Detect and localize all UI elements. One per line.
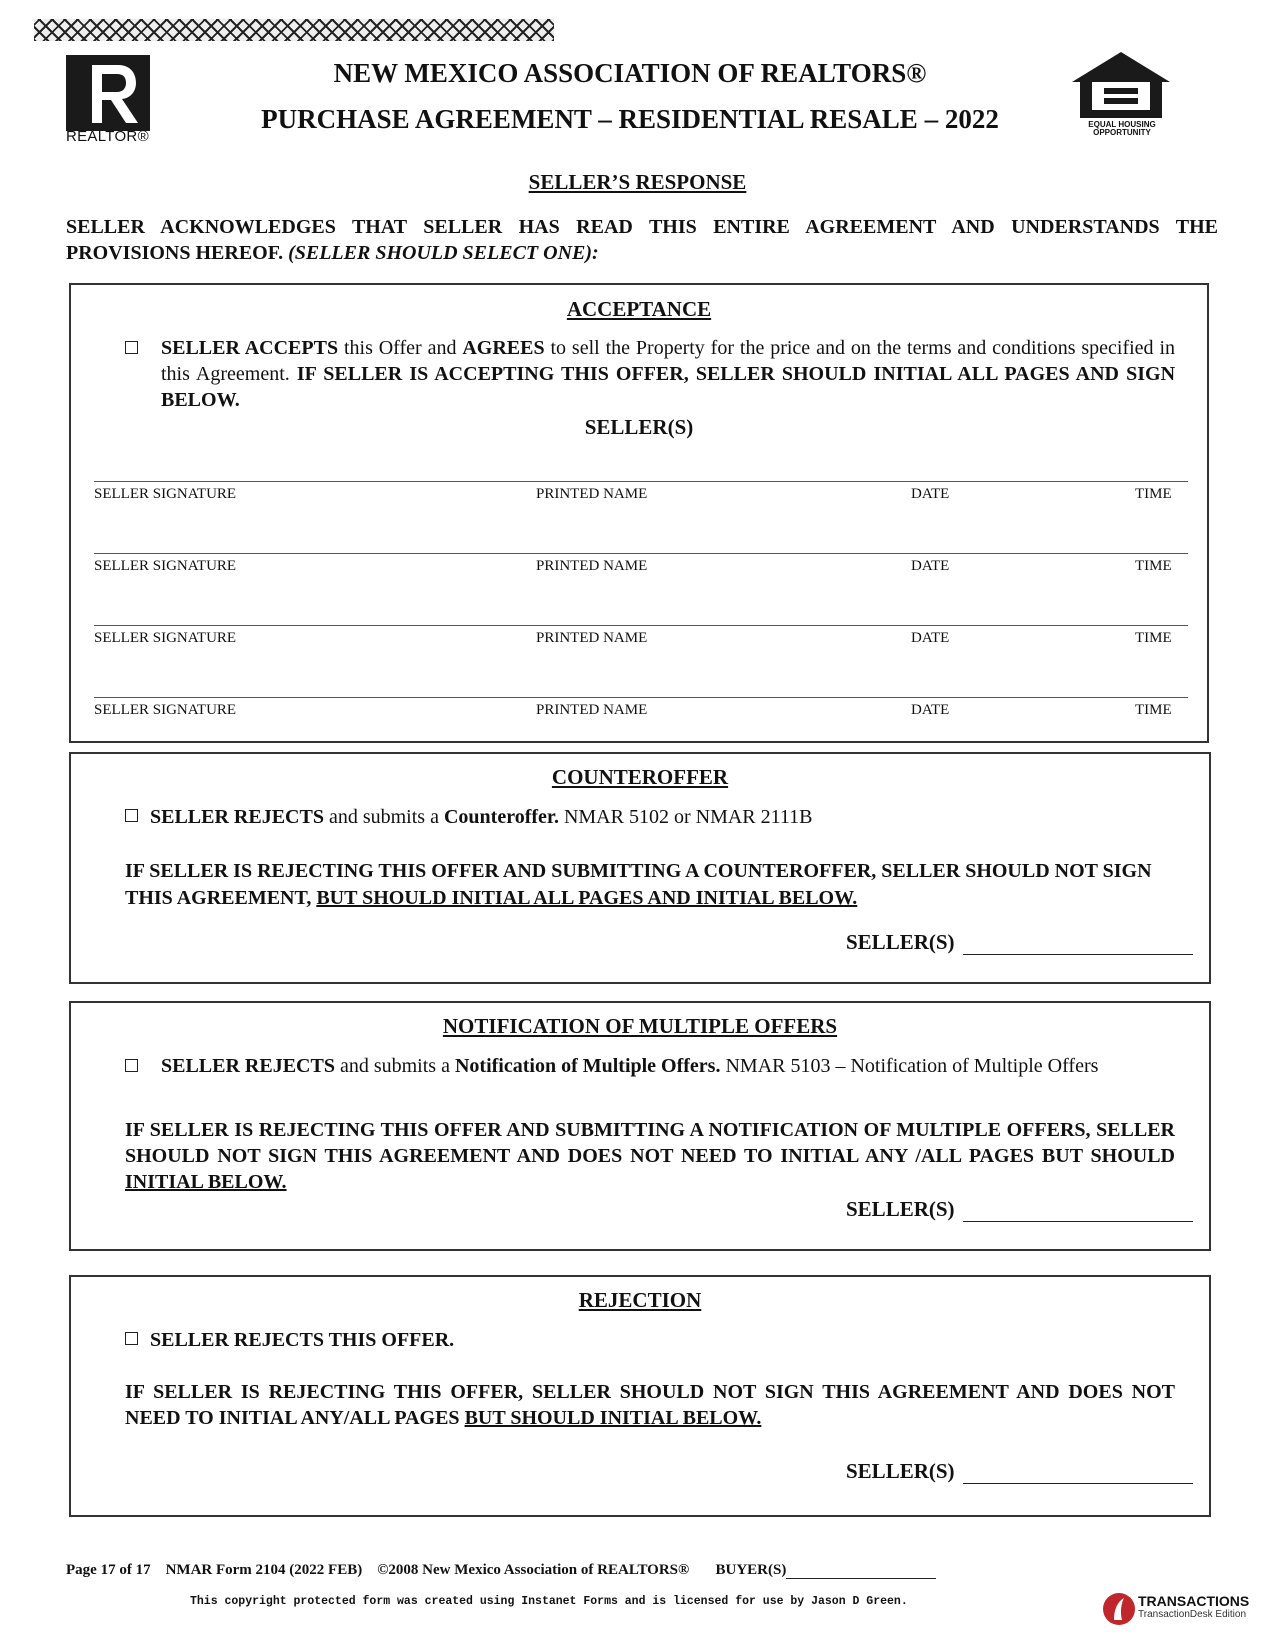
counteroffer-section [69,752,1211,984]
counteroffer-heading: COUNTEROFFER [551,765,729,789]
counter-text2: NMAR 5102 or NMAR 2111B [558,806,813,828]
multiple-offers-heading: NOTIFICATION OF MULTIPLE OFFERS [442,1014,838,1038]
mo-instruction: IF SELLER IS REJECTING THIS OFFER AND SUBMITTING A NOTIFICATION OF MULTIPLE OFFERS, SELLER SHOULD NOT SIGN THIS AGREEMENT AND DOES NOT NEED TO INITIAL ANY /ALL PAGES BUT SHOULD [125,1119,1175,1167]
ack-period: . [278,242,289,264]
multiple-offers-instruction [125,1117,1175,1195]
counter-instruction-underlined: BUT SHOULD INITIAL ALL PAGES AND INITIAL BELOW. [316,887,858,909]
seller-signature-label: SELLER SIGNATURE [94,486,237,502]
counteroffer-bold: Counteroffer. [443,806,559,828]
printed-name-label: PRINTED NAME [536,486,648,502]
counteroffer-checkbox[interactable] [125,809,138,822]
counteroffer-instruction [125,858,1175,912]
page-number: Page 17 of 17 [66,1562,151,1578]
agrees-bold: AGREES [462,337,545,359]
time-label: TIME [1135,486,1172,502]
printed-name-label: PRINTED NAME [536,630,648,646]
transactions-logo-icon [1102,1592,1136,1626]
sellers-label: SELLER(S) [846,1459,955,1483]
transactions-brand: TRANSACTIONS [1138,1593,1250,1609]
signature-line-3[interactable] [94,625,1188,626]
transactions-brand-sub: TransactionDesk Edition [1138,1609,1247,1620]
seller-signature-label: SELLER SIGNATURE [94,630,237,646]
form-title-line1: NEW MEXICO ASSOCIATION OF REALTORS® [333,58,927,88]
multiple-offers-section [69,1001,1211,1251]
realtor-logo-icon [66,55,150,131]
rej-instruction-underlined: BUT SHOULD INITIAL BELOW. [464,1407,762,1429]
date-label: DATE [911,486,950,502]
counter-instruction: IF SELLER IS REJECTING THIS OFFER AND SUBMITTING A COUNTEROFFER, SELLER SHOULD NOT SIGN THIS AGREEMENT, [125,860,1152,909]
form-id: NMAR Form 2104 (2022 FEB) [165,1562,363,1578]
notification-bold: Notification of Multiple Offers. [454,1055,721,1077]
buyers-initial-line[interactable] [786,1564,936,1579]
acceptance-text [125,335,1175,413]
rejection-sellers-initial [846,1459,1193,1484]
seller-signature-label: SELLER SIGNATURE [94,702,237,718]
signature-line-2[interactable] [94,553,1188,554]
multiple-offers-text [125,1053,1175,1079]
mo-instruction-underlined: INITIAL BELOW. [125,1171,287,1193]
sellers-initial-line[interactable] [963,1465,1193,1484]
realtor-logo-text: REALTOR® [66,128,149,145]
sellers-initial-line[interactable] [963,936,1193,955]
accept-instruction: IF SELLER IS ACCEPTING THIS OFFER, SELLER SHOULD INITIAL ALL PAGES AND SIGN BELOW. [161,363,1176,411]
printed-name-label: PRINTED NAME [536,558,648,574]
sellers-label: SELLER(S) [846,930,955,954]
time-label: TIME [1135,630,1172,646]
rejection-checkbox[interactable] [125,1332,138,1345]
rej-instruction: IF SELLER IS REJECTING THIS OFFER, SELLER SHOULD NOT SIGN THIS AGREEMENT AND DOES NOT NEED TO INITIAL ANY/ALL PAGES [125,1381,1175,1429]
copyright: ©2008 New Mexico Association of REALTORS® [377,1562,690,1578]
mo-text1: and submits a [334,1055,455,1077]
printed-name-label: PRINTED NAME [536,702,648,718]
rejects-bold: SELLER REJECTS [161,1055,335,1077]
form-title-line2: PURCHASE AGREEMENT – RESIDENTIAL RESALE – 2022 [261,104,999,134]
equal-housing-text: EQUAL HOUSING OPPORTUNITY [1088,120,1156,137]
counter-text1: and submits a [323,806,444,828]
ack-bold: SELLER ACKNOWLEDGES THAT SELLER HAS READ THIS ENTIRE AGREEMENT AND UNDERSTANDS THE PROVISIONS HEREOF [66,216,1218,264]
rejection-section [69,1275,1211,1517]
acceptance-heading: ACCEPTANCE [566,297,712,321]
top-hatch-bar [34,19,554,41]
sellers-initial-line[interactable] [963,1203,1193,1222]
rejects-offer-text: SELLER REJECTS THIS OFFER. [150,1329,455,1351]
buyers-label: BUYER(S) [715,1562,787,1578]
date-label: DATE [911,630,950,646]
mo-text2: NMAR 5103 – Notification of Multiple Offers [720,1055,1099,1077]
signature-line-4[interactable] [94,697,1188,698]
multiple-offers-sellers-initial [846,1197,1193,1222]
rejects-bold: SELLER REJECTS [150,806,324,828]
accept-text1: this Offer and [338,337,463,359]
acceptance-sellers-label: SELLER(S) [584,415,694,439]
seller-acknowledgement [66,214,1218,266]
rejection-heading: REJECTION [578,1288,702,1312]
accept-text2: to sell the Property for the price and on the terms and conditions specified in this Agreement. [161,337,1176,385]
date-label: DATE [911,702,950,718]
page-footer [66,1562,936,1579]
ack-italic: (SELLER SHOULD SELECT ONE): [288,242,599,264]
counteroffer-text [125,804,1175,830]
rejection-text [125,1327,1175,1353]
accepts-bold: SELLER ACCEPTS [161,337,339,359]
acceptance-section [69,283,1209,743]
sellers-label: SELLER(S) [846,1197,955,1221]
rejection-instruction [125,1379,1175,1431]
license-notice: This copyright protected form was created using Instanet Forms and is licensed for use by Jason D Green. [190,1595,908,1608]
counteroffer-sellers-initial [846,930,1193,955]
multiple-offers-checkbox[interactable] [125,1059,138,1072]
acceptance-checkbox[interactable] [125,341,138,354]
sellers-response-heading: SELLER’S RESPONSE [528,170,747,194]
signature-line-1[interactable] [94,481,1188,482]
time-label: TIME [1135,702,1172,718]
time-label: TIME [1135,558,1172,574]
seller-signature-label: SELLER SIGNATURE [94,558,237,574]
date-label: DATE [911,558,950,574]
